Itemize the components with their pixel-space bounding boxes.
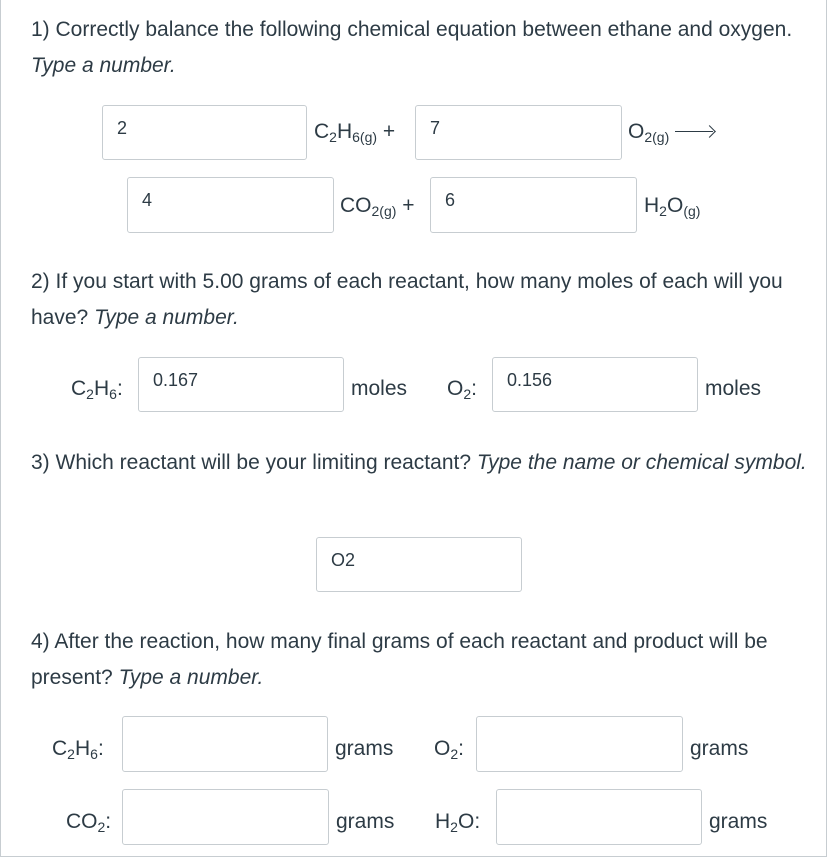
co2-formula: $CO_{2(g)}$ + — [340, 194, 415, 219]
co2-label: $CO_2$: — [66, 810, 112, 835]
grams-unit-label: grams — [335, 737, 394, 760]
oxygen-coefficient-input[interactable]: 7 — [415, 105, 622, 160]
limiting-reactant-input[interactable]: O2 — [316, 537, 522, 592]
o2-label: $O_2$: — [447, 377, 477, 402]
h2o-coefficient-input[interactable]: 6 — [430, 177, 637, 233]
co2-coefficient-input[interactable]: 4 — [127, 177, 334, 233]
co2-grams-input[interactable] — [122, 789, 329, 845]
moles-unit-label: moles — [351, 377, 408, 400]
oxygen-formula: $O_{2(g)}$ — [628, 120, 713, 144]
question-1-text: 1) Correctly balance the following chemical equation between ethane and oxygen. Type a number. — [31, 18, 793, 77]
question-2-text: 2) If you start with 5.00 grams of each reactant, how many moles of each will you have? Type a number. — [31, 270, 783, 329]
h2o-formula: $H_2O_{(g)}$ — [644, 194, 701, 219]
c2h6-label: $C_2H_6$: — [71, 377, 123, 402]
c2h6-moles-input[interactable]: 0.167 — [138, 357, 344, 412]
o2-moles-input[interactable]: 0.156 — [492, 357, 698, 412]
ethane-coefficient-input[interactable]: 2 — [102, 105, 307, 160]
grams-unit-label-2: grams — [690, 737, 749, 760]
question-4-text: 4) After the reaction, how many final grams of each reactant and product will be present? Type a number. — [31, 630, 768, 689]
moles-unit-label-2: moles — [705, 377, 762, 400]
c2h6-label: $C_2H_6$: — [52, 737, 104, 762]
o2-label: $O_2$: — [434, 737, 464, 762]
o2-grams-input[interactable] — [476, 716, 683, 772]
grams-unit-label-4: grams — [709, 810, 768, 833]
question-3-text: 3) Which reactant will be your limiting reactant? Type the name or chemical symbol. — [31, 451, 807, 474]
h2o-grams-input[interactable] — [496, 789, 702, 845]
grams-unit-label-3: grams — [336, 810, 395, 833]
c2h6-grams-input[interactable] — [122, 716, 328, 772]
reaction-arrow-icon — [675, 131, 713, 132]
h2o-label: $H_2O$: — [435, 810, 481, 835]
ethane-formula: $C_2H_{6(g)}$ + — [314, 120, 396, 145]
